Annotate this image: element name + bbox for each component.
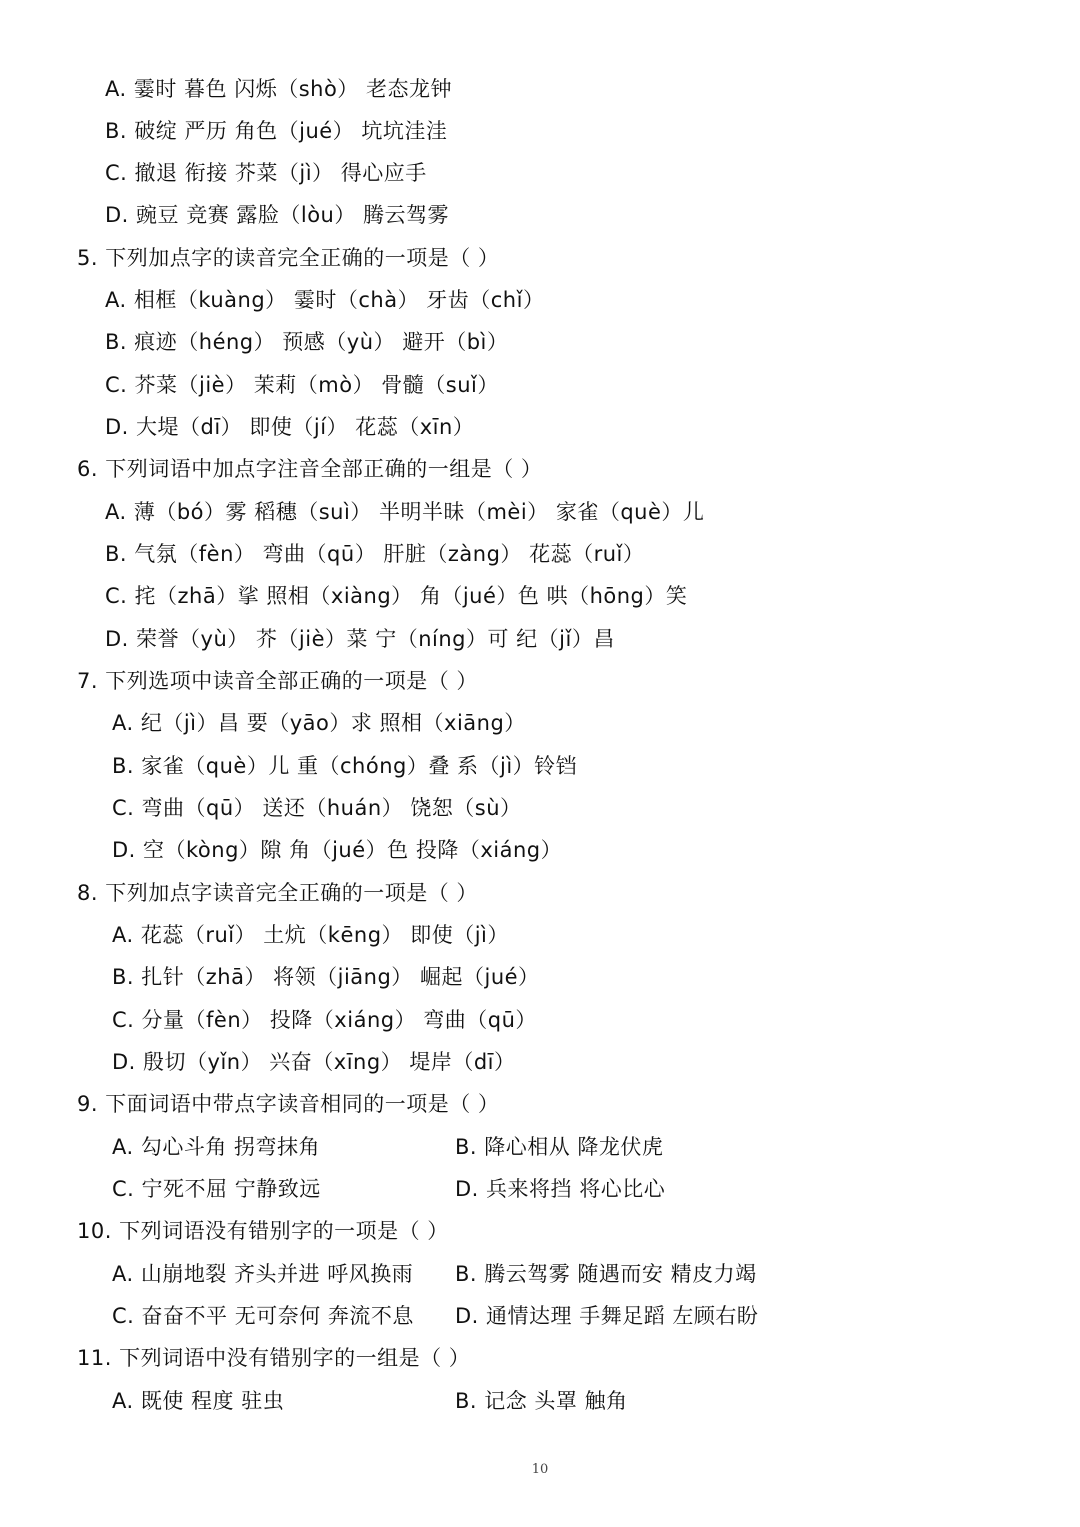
- answer-option: A. 既使 程度 驻虫: [112, 1389, 285, 1413]
- answer-option: A. 纪（jì）昌 要（yāo）求 照相（xiāng）: [112, 711, 526, 735]
- question-stem: 11. 下列词语中没有错别字的一组是（ ）: [77, 1346, 471, 1370]
- question-stem: 5. 下列加点字的读音完全正确的一项是（ ）: [77, 246, 500, 270]
- answer-option: A. 勾心斗角 拐弯抹角: [112, 1135, 321, 1159]
- question-stem: 9. 下面词语中带点字读音相同的一项是（ ）: [77, 1092, 500, 1116]
- answer-option: D. 空（kòng）隙 角（jué）色 投降（xiáng）: [112, 838, 563, 862]
- answer-option: D. 大堤（dī） 即使（jí） 花蕊（xīn）: [105, 415, 475, 439]
- answer-option: D. 荣誉（yù） 芥（jiè）菜 宁（níng）可 纪（jǐ）昌: [105, 627, 615, 651]
- page-number: 10: [531, 1462, 549, 1477]
- answer-option: B. 记念 头罩 触角: [455, 1389, 628, 1413]
- answer-option: A. 薄（bó）雾 稻穗（suì） 半明半昧（mèi） 家雀（què）儿: [105, 500, 705, 524]
- answer-option: B. 家雀（què）儿 重（chóng）叠 系（jì）铃铛: [112, 754, 578, 778]
- answer-option: B. 降心相从 降龙伏虎: [455, 1135, 664, 1159]
- answer-option: B. 扎针（zhā） 将领（jiāng） 崛起（jué）: [112, 965, 540, 989]
- answer-option: D. 兵来将挡 将心比心: [455, 1177, 666, 1201]
- answer-option: A. 山崩地裂 齐头并进 呼风换雨: [112, 1262, 414, 1286]
- answer-option: A. 花蕊（ruǐ） 土炕（kēng） 即使（jì）: [112, 923, 509, 947]
- question-stem: 8. 下列加点字读音完全正确的一项是（ ）: [77, 881, 478, 905]
- answer-option: D. 通情达理 手舞足蹈 左顾右盼: [455, 1304, 759, 1328]
- answer-option: A. 霎时 暮色 闪烁（shò） 老态龙钟: [105, 77, 452, 101]
- answer-option: B. 痕迹（héng） 预感（yù） 避开（bì）: [105, 330, 509, 354]
- answer-option: C. 奋奋不平 无可奈何 奔流不息: [112, 1304, 414, 1328]
- answer-option: C. 撤退 衔接 芥菜（jì） 得心应手: [105, 161, 427, 185]
- answer-option: B. 破绽 严历 角色（jué） 坑坑洼洼: [105, 119, 448, 143]
- answer-option: C. 弯曲（qū） 送还（huán） 饶恕（sù）: [112, 796, 522, 820]
- question-stem: 7. 下列选项中读音全部正确的一项是（ ）: [77, 669, 478, 693]
- answer-option: A. 相框（kuàng） 霎时（chà） 牙齿（chǐ）: [105, 288, 545, 312]
- answer-option: B. 腾云驾雾 随遇而安 精皮力竭: [455, 1262, 757, 1286]
- question-stem: 10. 下列词语没有错别字的一项是（ ）: [77, 1219, 449, 1243]
- answer-option: D. 豌豆 竞赛 露脸（lòu） 腾云驾雾: [105, 203, 450, 227]
- question-stem: 6. 下列词语中加点字注音全部正确的一组是（ ）: [77, 457, 543, 481]
- answer-option: C. 宁死不屈 宁静致远: [112, 1177, 321, 1201]
- answer-option: D. 殷切（yǐn） 兴奋（xīng） 堤岸（dī）: [112, 1050, 516, 1074]
- answer-option: C. 挓（zhā）挲 照相（xiàng） 角（jué）色 哄（hōng）笑: [105, 584, 688, 608]
- answer-option: C. 分量（fèn） 投降（xiáng） 弯曲（qū）: [112, 1008, 537, 1032]
- answer-option: B. 气氛（fèn） 弯曲（qū） 肝脏（zàng） 花蕊（ruǐ）: [105, 542, 645, 566]
- answer-option: C. 芥菜（jiè） 茉莉（mò） 骨髓（suǐ）: [105, 373, 499, 397]
